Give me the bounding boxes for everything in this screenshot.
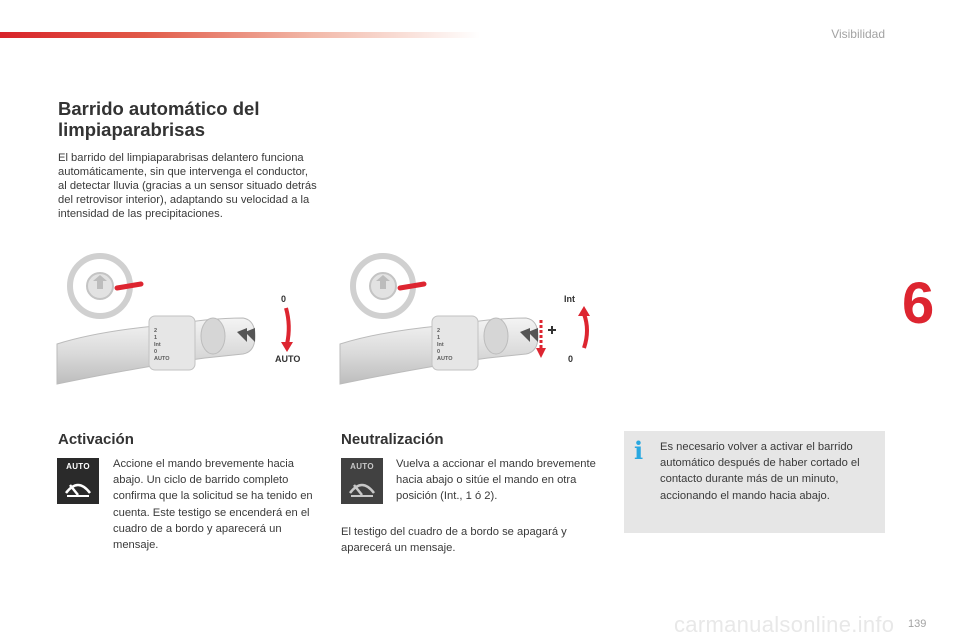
arrow-down-icon <box>536 348 546 358</box>
activation-text: Accione el mando brevemente hacia abajo. Un ciclo de barrido completo confirma que la solicitud se ha tenido en cuenta. Este testigo se encenderá en el cuadro de a bordo y aparecerá un mensaje. <box>113 458 313 552</box>
stalk-label: AUTO <box>437 356 453 362</box>
intro-paragraph: El barrido del limpiaparabrisas delantero funciona automáticamente, sin que intervenga el conductor, al detectar lluvia (gracias a un sensor situado detrás del retrovisor interior), adaptando su velocidad a la intensidad de las precipitaciones. <box>58 152 317 220</box>
windscreen-wiper-icon <box>63 475 93 499</box>
position-label-zero: 0 <box>568 354 574 364</box>
stalk-label: 0 <box>437 349 441 355</box>
page-title: Barrido automático del limpiaparabrisas <box>58 98 260 140</box>
section-title: Visibilidad <box>831 27 885 41</box>
plus-icon <box>548 326 556 334</box>
arrow-up-icon <box>578 306 590 316</box>
stalk-label: 1 <box>154 335 158 341</box>
header-accent-bar <box>0 32 480 38</box>
stalk-figure-neutralization <box>338 248 600 390</box>
stalk-label: 1 <box>437 335 441 341</box>
steering-wheel-icon <box>70 256 141 316</box>
auto-icon-label: AUTO <box>350 462 374 471</box>
stalk-label: Int <box>154 342 161 348</box>
info-box <box>624 431 885 533</box>
stalk-label: 0 <box>154 349 158 355</box>
info-icon: i <box>634 436 644 465</box>
activation-heading: Activación <box>58 431 134 448</box>
steering-wheel-icon <box>353 256 424 316</box>
neutralization-text: Vuelva a accionar el mando brevemente hacia abajo o sitúe el mando en otra posición (Int., 1 ó 2). <box>396 458 596 503</box>
windscreen-wiper-icon <box>347 475 377 499</box>
neutralization-heading: Neutralización <box>341 431 444 448</box>
position-label-zero: 0 <box>281 294 287 304</box>
chapter-number: 6 <box>902 271 935 336</box>
auto-wiper-warning-icon <box>57 458 99 504</box>
stalk-label: AUTO <box>154 356 170 362</box>
stalk-label: 2 <box>437 328 441 334</box>
stalk-figure-activation <box>55 248 317 390</box>
neutralization-note: El testigo del cuadro de a bordo se apagará y aparecerá un mensaje. <box>341 526 567 555</box>
watermark: carmanualsonline.info <box>674 612 895 637</box>
page-number: 139 <box>908 618 927 630</box>
auto-wiper-off-icon <box>341 458 383 504</box>
position-label-int: Int <box>564 294 575 304</box>
stalk-label: Int <box>437 342 444 348</box>
wiper-stalk-illustration <box>338 248 600 390</box>
stalk-label: 2 <box>154 328 158 334</box>
wiper-stalk-illustration <box>55 248 317 390</box>
info-text: Es necesario volver a activar el barrido automático después de haber cortado el contacto durante más de un minuto, accionando el mando hacia abajo. <box>660 441 860 502</box>
position-label-auto: AUTO <box>275 354 301 364</box>
arrow-down-icon <box>281 342 293 352</box>
auto-icon-label: AUTO <box>66 462 90 471</box>
